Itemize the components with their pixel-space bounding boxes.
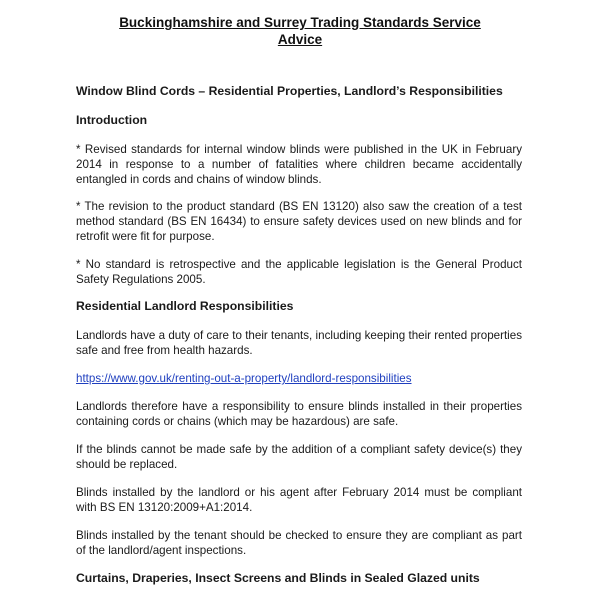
curtains-heading: Curtains, Draperies, Insect Screens and Blinds in Sealed Glazed units xyxy=(76,571,480,585)
subject-heading: Window Blind Cords – Residential Properties, Landlord’s Responsibilities xyxy=(76,84,503,98)
landlord-responsibilities-link[interactable]: https://www.gov.uk/renting-out-a-property/landlord-responsibilities xyxy=(76,372,412,385)
intro-paragraph-1: * Revised standards for internal window blinds were published in the UK in February 2014 in response to a number of fatalities where children became accidentally entangled in cords and chains of window blinds. xyxy=(76,143,522,187)
landlord-heading: Residential Landlord Responsibilities xyxy=(76,299,294,313)
landlord-responsibilities-link-line xyxy=(76,371,522,386)
introduction-heading: Introduction xyxy=(76,113,148,127)
landlord-paragraph-4: Blinds installed by the tenant should be checked to ensure they are compliant as part of the landlord/agent inspections. xyxy=(76,529,522,558)
landlord-paragraph-2: If the blinds cannot be made safe by the addition of a compliant safety device(s) they should be replaced. xyxy=(76,443,522,472)
intro-paragraph-2: * The revision to the product standard (BS EN 13120) also saw the creation of a test method standard (BS EN 16434) to ensure safety devices used on new blinds and for retrofit were fit for purpose. xyxy=(76,200,522,244)
document-title-line1: Buckinghamshire and Surrey Trading Standards Service xyxy=(119,15,481,30)
landlord-paragraph-3: Blinds installed by the landlord or his agent after February 2014 must be compliant with BS EN 13120:2009+A1:2014. xyxy=(76,486,522,515)
intro-paragraph-3: * No standard is retrospective and the applicable legislation is the General Product Safety Regulations 2005. xyxy=(76,258,522,287)
landlord-intro-paragraph: Landlords have a duty of care to their tenants, including keeping their rented properties safe and free from health hazards. xyxy=(76,329,522,358)
document-title-line2: Advice xyxy=(277,32,323,47)
landlord-paragraph-1: Landlords therefore have a responsibility to ensure blinds installed in their properties containing cords or chains (which may be hazardous) are safe. xyxy=(76,400,522,429)
